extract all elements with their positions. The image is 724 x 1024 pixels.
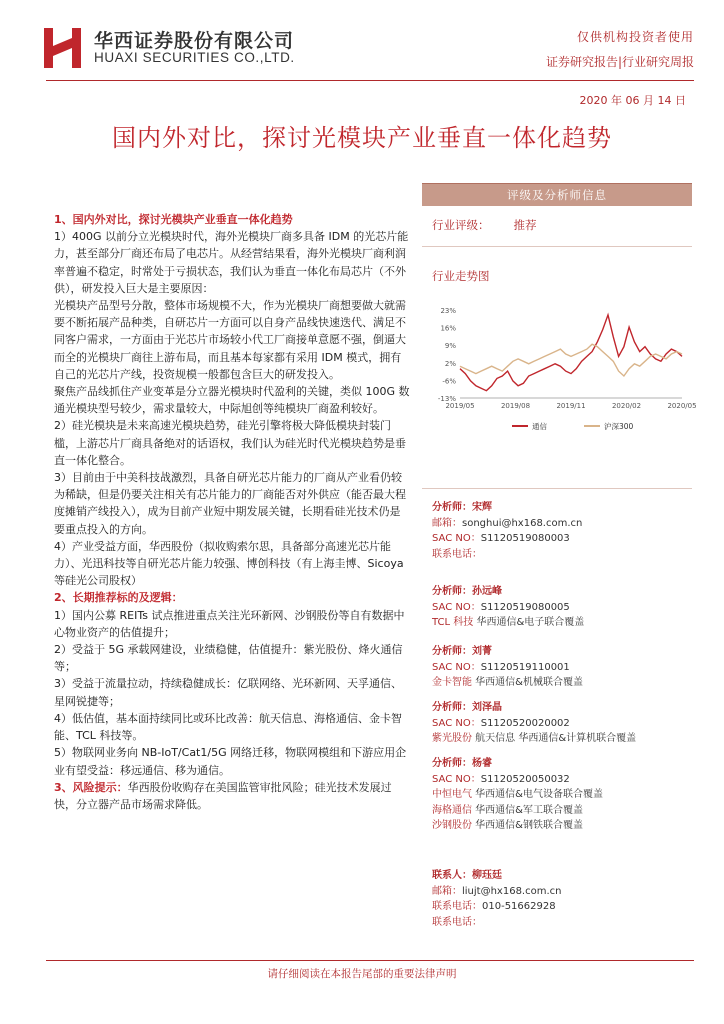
- x-tick-label: 2020/02: [611, 402, 642, 410]
- detail-label: SAC NO：: [432, 533, 481, 544]
- series-line-2: [460, 344, 682, 376]
- footer-divider: [46, 960, 694, 961]
- analyst-detail: [432, 600, 687, 616]
- analyst-detail: [432, 547, 687, 563]
- paragraph: 聚焦产品线抓住产业变革是分立器光模块时代盈利的关键，类似 100G 数通光模块型号较少，需求量较大，中际旭创等纯模块厂商盈利较好。: [54, 385, 410, 416]
- paragraph: 3）受益于流量拉动，持续稳健成长：亿联网络、光环新网、天孚通信、星网锐捷等；: [54, 677, 402, 708]
- analyst-detail: [432, 716, 687, 732]
- analyst-detail: [432, 675, 687, 691]
- detail-label: SAC NO：: [432, 717, 481, 729]
- x-tick-label: 2020/05: [667, 402, 697, 410]
- y-tick-label: 9%: [444, 342, 456, 351]
- analyst-detail: [432, 516, 687, 532]
- y-tick-label: -6%: [442, 377, 456, 386]
- y-tick-label: 16%: [440, 324, 456, 333]
- section-title: 1、国内外对比，探讨光模块产业垂直一体化趋势: [54, 213, 293, 226]
- report-type: 证券研究报告|行业研究周报: [545, 55, 694, 69]
- detail-value: S1120520020002: [480, 717, 570, 729]
- company-name-cn: 华西证券股份有限公司: [94, 30, 295, 52]
- analyst-block: [432, 756, 687, 834]
- analyst-block: [432, 700, 687, 747]
- company-name-en: HUAXI SECURITIES CO.,LTD.: [94, 50, 295, 65]
- risk-text: 华西股份收购存在美国监管审批风险；硅光技术发展过快，分立器产品市场需求降低。: [54, 780, 392, 811]
- paragraph: 4）产业受益方面，华西股份（拟收购索尔思，具备部分高速光芯片能力）、光迅科技等自研光芯片能力较强、博创科技（有上海圭博、Sicoya 等硅光公司股权）: [54, 539, 404, 588]
- trend-title: 行业走势图: [432, 269, 490, 283]
- paragraph: 1）国内公募 REITs 试点推进重点关注光环新网、沙钢股份等自有数据中心物业资产的估值提升；: [54, 608, 405, 639]
- detail-value: 010-51662928: [482, 901, 556, 912]
- report-date: 2020 年 06 月 14 日: [579, 94, 686, 107]
- analyst-detail: [432, 531, 687, 547]
- page-title: 国内外对比，探讨光模块产业垂直一体化趋势: [112, 124, 612, 152]
- analyst-detail: [432, 803, 687, 819]
- paragraph: 1）400G 以前分立光模块时代，海外光模块厂商多具备 IDM 的光芯片能力，甚至部分厂商还布局了电芯片。从经营结果看，海外光模块厂商利润率普遍不稳定，时常处于亏损状态，我们认为垂直一体化布局芯片（不外供），研发投入巨大是主要原因：: [54, 230, 409, 295]
- analyst-block: [432, 868, 687, 930]
- rating-label: 行业评级：: [432, 218, 490, 232]
- sidebar-header: 评级及分析师信息: [422, 184, 692, 206]
- detail-value: S1120520050032: [480, 773, 570, 785]
- detail-value: S1120519110001: [480, 661, 570, 673]
- detail-label: 联系电话：: [432, 548, 482, 560]
- detail-value: 华西通信&机械联合覆盖: [472, 677, 583, 688]
- detail-value[interactable]: liujt@hx168.com.cn: [462, 885, 562, 897]
- analyst-block: [432, 584, 687, 631]
- analyst-detail: [432, 772, 687, 788]
- analyst-name: 分析师：刘泽晶: [432, 702, 502, 713]
- analyst-name: 联系人：柳珏廷: [432, 870, 502, 881]
- analyst-name: 分析师：刘菁: [432, 646, 492, 657]
- paragraph: 光模块产品型号分散，整体市场规模不大，作为光模块厂商想要做大就需要不断拓展产品种类，自研芯片一方面可以自身产品线快速迭代、满足不同客户需求，一方面由于光芯片市场较小代工厂商接单意愿不强，倒逼大而全的光模块厂商往上游布局，而且基本每家都有采用 IDM 模式，拥有自己的光芯片产线，投资规模一般都包含巨大的研发投入。: [54, 299, 406, 381]
- x-tick-label: 2019/08: [500, 402, 531, 410]
- detail-value: 华西通信&军工联合覆盖: [472, 804, 583, 816]
- industry-rating: [432, 217, 537, 233]
- analyst-detail: [432, 884, 687, 900]
- legend-label: 沪深300: [604, 422, 634, 431]
- analyst-block: [432, 500, 687, 562]
- detail-value: S1120519080005: [480, 601, 570, 613]
- legal-notice: 请仔细阅读在本报告尾部的重要法律声明: [267, 968, 457, 980]
- y-tick-label: -13%: [437, 395, 456, 403]
- analyst-detail: [432, 899, 687, 915]
- series-line-1: [460, 315, 682, 391]
- analyst-detail: [432, 818, 687, 834]
- analyst-detail: [432, 787, 687, 803]
- analyst-detail: [432, 915, 687, 931]
- detail-label: 海格通信: [432, 804, 472, 816]
- x-tick-label: 2019/11: [556, 402, 586, 410]
- detail-label: 联系电话：: [432, 916, 482, 928]
- detail-value[interactable]: songhui@hx168.com.cn: [462, 517, 583, 529]
- paragraph: 4）低估值，基本面持续同比或环比改善：航天信息、海格通信、金卡智能、TCL 科技等。: [54, 711, 402, 743]
- divider: [422, 246, 692, 247]
- detail-value: 华西通信&电气设备联合覆盖: [472, 789, 603, 800]
- audience-note: 仅供机构投资者使用: [576, 30, 694, 44]
- header-divider: [46, 80, 694, 81]
- paragraph: 3）目前由于中美科技战激烈，具备自研光芯片能力的厂商从产业看仍较为稀缺，但是仍要关注相关有芯片能力的厂商能否对外供应（能否最大程度摊销产线投入），成为目前产业短中期发展关键，长期看硅光技术仍是要重点投入的方向。: [54, 471, 406, 536]
- detail-value: S1120519080003: [480, 533, 570, 544]
- huaxi-logo-icon: [42, 24, 86, 70]
- analyst-detail: [432, 660, 687, 676]
- paragraph: 2）硅光模块是未来高速光模块趋势，硅光引擎将极大降低模块封装门槛，上游芯片厂商具备绝对的话语权，我们认为硅光时代光模块趋势是垂直一体化整合。: [54, 419, 406, 467]
- detail-label: 紫光股份: [432, 733, 472, 744]
- detail-label: 沙钢股份: [432, 820, 472, 831]
- analyst-detail: [432, 731, 687, 747]
- detail-label: SAC NO：: [432, 773, 481, 785]
- analyst-name: 分析师：宋辉: [432, 502, 492, 513]
- detail-value: 华西通信&钢铁联合覆盖: [472, 820, 583, 831]
- paragraph: 5）物联网业务向 NB-IoT/Cat1/5G 网络迁移，物联网模组和下游应用企业有望受益：移远通信、移为通信。: [54, 746, 407, 777]
- detail-label: 联系电话：: [432, 901, 482, 912]
- analyst-detail: [432, 615, 687, 631]
- divider: [422, 488, 692, 489]
- detail-label: SAC NO：: [432, 661, 481, 673]
- detail-label: 金卡智能: [432, 677, 472, 688]
- analyst-name: 分析师：孙远峰: [432, 586, 502, 597]
- y-tick-label: 2%: [444, 359, 456, 368]
- detail-value: 航天信息 华西通信&计算机联合覆盖: [472, 733, 637, 744]
- detail-label: 邮箱：: [432, 885, 462, 897]
- industry-trend-chart: [426, 300, 697, 436]
- paragraph: 2）受益于 5G 承载网建设，业绩稳健，估值提升：紫光股份、烽火通信等；: [54, 643, 403, 674]
- detail-label: TCL 科技: [432, 617, 474, 628]
- analyst-name: 分析师：杨睿: [432, 758, 492, 769]
- risk-paragraph: [54, 779, 410, 813]
- y-tick-label: 23%: [440, 307, 456, 315]
- analyst-block: [432, 644, 687, 691]
- detail-label: 邮箱：: [432, 517, 462, 529]
- report-body: [54, 211, 410, 813]
- x-tick-label: 2019/05: [445, 402, 475, 410]
- risk-label: 3、风险提示：: [54, 780, 128, 794]
- detail-label: 中恒电气: [432, 789, 472, 800]
- rating-value: 推荐: [513, 218, 537, 232]
- detail-value: 华西通信&电子联合覆盖: [473, 617, 585, 628]
- legend-label: 通信: [532, 422, 547, 431]
- section-title: 2、长期推荐标的及逻辑：: [54, 591, 183, 605]
- detail-label: SAC NO：: [432, 601, 481, 613]
